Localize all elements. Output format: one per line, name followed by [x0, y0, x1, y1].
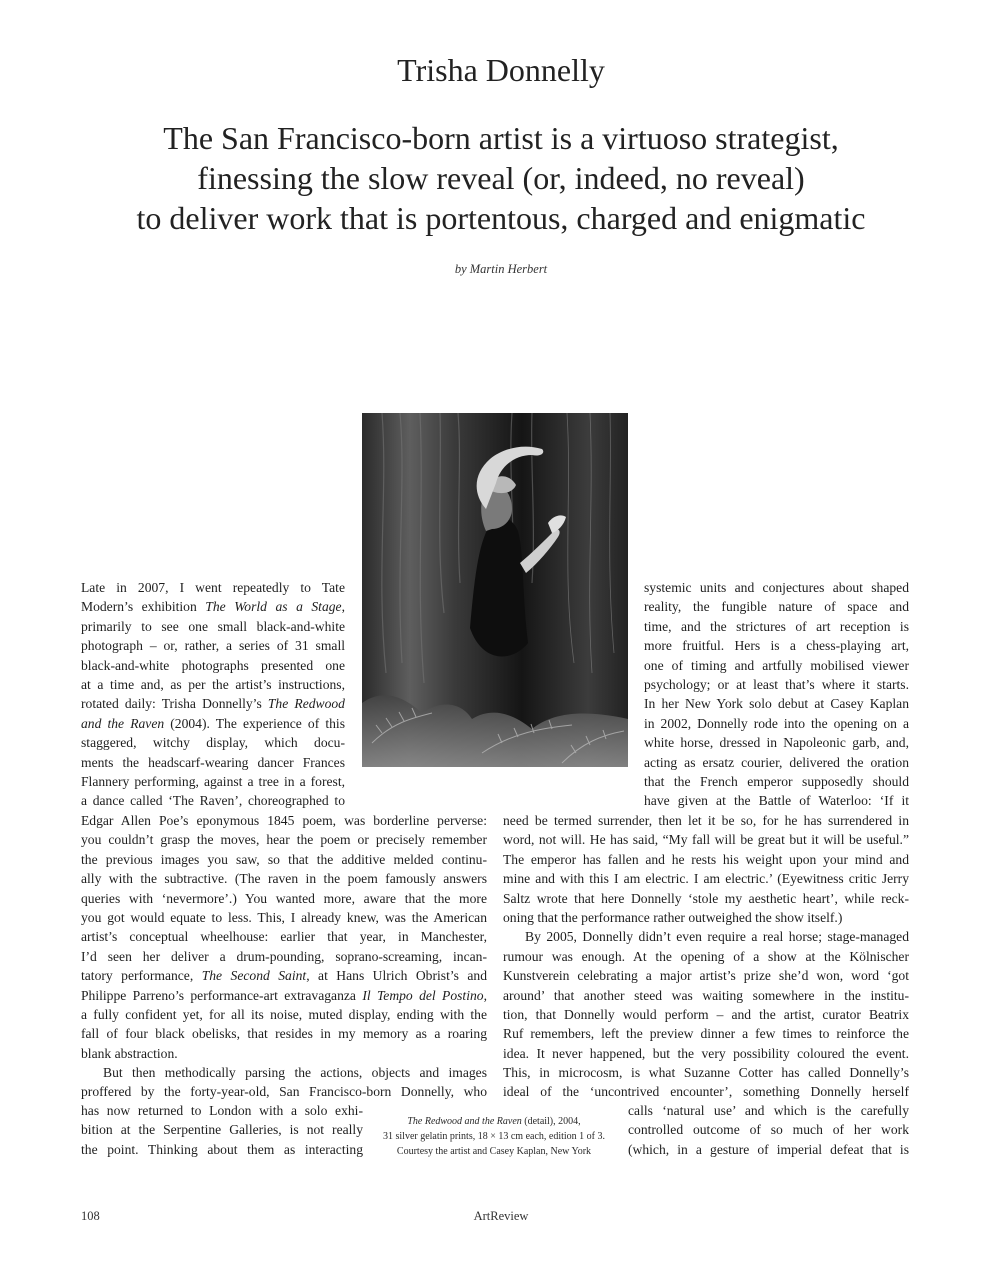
- standfirst-line: to deliver work that is portentous, charged and enigmatic: [136, 200, 866, 236]
- caption-line: Courtesy the artist and Casey Kaplan, New York: [396, 1146, 592, 1157]
- text-line: queries with ‘nevermore’.) You wanted more, aware that the more: [81, 890, 487, 906]
- text-line: Kunstverein celebrating a major artist’s prize she’d won, word ‘got: [503, 968, 909, 984]
- text-line: word, not will. He has said, “My fall will be great but it will be useful.”: [503, 832, 909, 848]
- text-line: But then methodically parsing the actions, objects and images: [103, 1065, 487, 1081]
- text-line: Modern’s exhibition The World as a Stage,: [81, 599, 345, 615]
- magazine-name: ArtReview: [473, 1209, 529, 1223]
- text-line: psychology; or at least that’s where it starts.: [644, 676, 909, 692]
- text-line: acting as ersatz courier, delivered the oration: [644, 754, 909, 770]
- text-line: rotated daily: Trisha Donnelly’s The Redwood: [81, 696, 345, 712]
- text-line: that the French emperor supposedly should: [644, 773, 909, 789]
- text-line: Late in 2007, I went repeatedly to Tate: [81, 580, 345, 595]
- text-line: rumour was enough. At the opening of a show at the Kölnischer: [503, 948, 909, 964]
- photograph-image: [362, 413, 628, 767]
- text-line: proffered by the forty-year-old, San Francisco-born Donnelly, who: [81, 1084, 487, 1100]
- text-line: staggered, witchy display, which docu-: [81, 735, 345, 751]
- text-line: oning that the performance rather outweighed the show itself.): [503, 909, 843, 925]
- text-line: This, in microcosm, is what Suzanne Cotter has called Donnelly’s: [503, 1065, 909, 1081]
- caption-line: The Redwood and the Raven (detail), 2004,: [407, 1116, 581, 1127]
- text-line: one of timing and artfully mobilised viewer: [644, 657, 909, 673]
- text-line: Ruf remembers, left the preview dinner a few times to reinforce the: [503, 1026, 909, 1042]
- text-line: at a time and, as per the artist’s instructions,: [81, 676, 345, 692]
- text-line: I’d seen her deliver a drum-pounding, soprano-screaming, incan-: [81, 948, 487, 964]
- body-column-right-bottom: [628, 1101, 909, 1159]
- text-line: By 2005, Donnelly didn’t even require a real horse; stage-managed: [525, 929, 909, 945]
- text-line: you got would equate to less. This, I already knew, was the American: [81, 909, 487, 925]
- text-line: Philippe Parreno’s performance-art extravaganza Il Tempo del Postino,: [81, 987, 487, 1003]
- text-line: more fruitful. Hers is a chess-playing art,: [644, 638, 909, 654]
- body-column-left-full: [81, 811, 487, 1102]
- text-line: The emperor has fallen and he rests his weight upon your mind and: [503, 851, 909, 867]
- body-column-left-bottom: [81, 1101, 363, 1159]
- text-line: reality, the fungible nature of space and: [644, 599, 909, 615]
- text-line: has now returned to London with a solo exhi-: [81, 1103, 363, 1118]
- text-line: a fully confident yet, for all its noise, muted display, ending with the: [81, 1006, 487, 1022]
- text-line: the point. Thinking about them as interacting: [81, 1141, 363, 1157]
- standfirst-line: finessing the slow reveal (or, indeed, no reveal): [197, 160, 805, 196]
- text-line: tion, that Donnelly would perform – and the artist, curator Beatrix: [503, 1006, 909, 1022]
- text-line: primarily to see one small black-and-white: [81, 618, 345, 634]
- text-line: a dance called ‘The Raven’, choreographed to: [81, 793, 345, 809]
- body-column-left-top: [81, 578, 345, 811]
- standfirst: [60, 118, 942, 238]
- text-line: black-and-white photographs presented one: [81, 657, 345, 673]
- text-line: in 2002, Donnelly rode into the opening on a: [644, 715, 909, 731]
- text-line: need be termed surrender, then let it be so, for he has surrendered in: [503, 813, 909, 828]
- text-line: photograph – or, rather, a series of 31 small: [81, 638, 345, 654]
- text-line: systemic units and conjectures about shaped: [644, 580, 909, 595]
- text-line: you couldn’t grasp the moves, hear the poem or precisely remember: [81, 832, 487, 848]
- text-line: have given at the Battle of Waterloo: ‘If it: [644, 793, 909, 809]
- text-line: controlled outcome of so much of her work: [628, 1122, 909, 1138]
- text-line: In her New York solo debut at Casey Kaplan: [644, 696, 909, 712]
- text-line: tatory performance, The Second Saint, at Hans Ulrich Obrist’s and: [81, 968, 487, 984]
- text-line: the previous images you saw, so that the additive melded continu-: [81, 851, 487, 867]
- text-line: (which, in a gesture of imperial defeat that is: [628, 1141, 909, 1157]
- body-column-right-full: [503, 811, 909, 1102]
- article-title: Trisha Donnelly: [397, 52, 605, 88]
- caption-line: 31 silver gelatin prints, 18 × 13 cm each, edition 1 of 3.: [383, 1131, 605, 1142]
- photograph-dancer-redwood: [362, 413, 628, 767]
- text-line: ally with the subtractive. (The raven in the poem famously answers: [81, 871, 487, 887]
- page-number: 108: [81, 1209, 100, 1223]
- body-column-right-top: [644, 578, 909, 811]
- text-line: Saltz wrote that here Donnelly ‘stole my aesthetic heart’, while reck-: [503, 890, 909, 906]
- text-line: artist’s conceptual wheelhouse: earlier that year, in Manchester,: [81, 929, 487, 945]
- photo-caption: [366, 1114, 622, 1159]
- text-line: fall of four black obelisks, that resides in my memory as a roaring: [81, 1026, 487, 1042]
- text-line: bition at the Serpentine Galleries, is not really: [81, 1122, 363, 1138]
- text-line: time, and the strictures of art reception is: [644, 618, 909, 634]
- text-line: Edgar Allen Poe’s eponymous 1845 poem, was borderline perverse:: [81, 813, 487, 828]
- text-line: ideal of the ‘uncontrived encounter’, something Donnelly herself: [503, 1084, 909, 1100]
- text-line: around’ that another steed was waiting somewhere in the institu-: [503, 987, 909, 1003]
- text-line: blank abstraction.: [81, 1045, 178, 1061]
- text-line: white horse, dressed in Napoleonic garb, and,: [644, 735, 909, 751]
- text-line: and the Raven (2004). The experience of this: [81, 715, 345, 731]
- standfirst-line: The San Francisco-born artist is a virtuoso strategist,: [163, 120, 839, 156]
- text-line: ments the headscarf-wearing dancer Frances: [81, 754, 345, 770]
- text-line: mine and with this I am electric. I am electric.’ (Eyewitness critic Jerry: [503, 871, 909, 887]
- text-line: idea. It never happened, but the very possibility coloured the event.: [503, 1045, 909, 1061]
- text-line: Flannery performing, against a tree in a forest,: [81, 773, 345, 789]
- text-line: calls ‘natural use’ and which is the carefully: [628, 1103, 909, 1118]
- caption-title: The Redwood and the Raven: [407, 1116, 522, 1127]
- byline: by Martin Herbert: [454, 262, 548, 276]
